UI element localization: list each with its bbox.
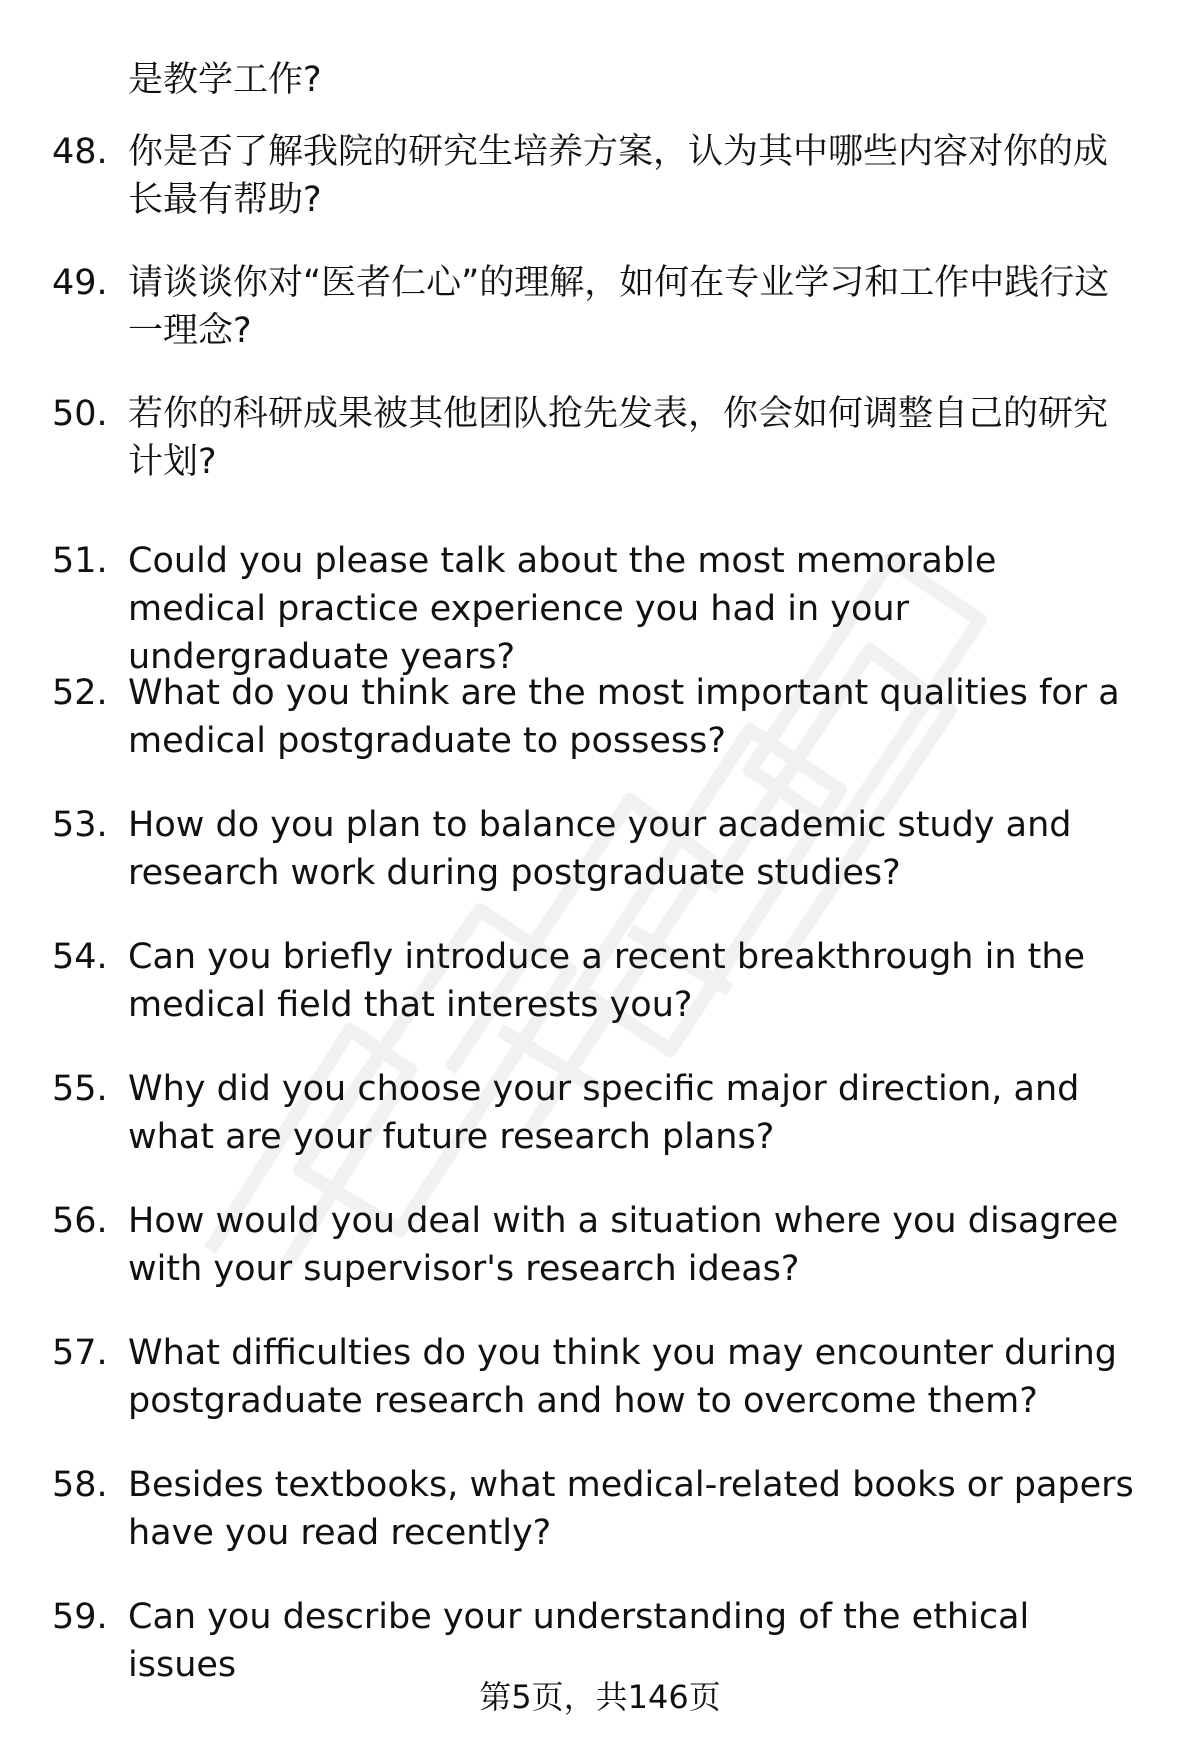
question-number: 58. [52, 1465, 108, 1505]
question-text: 请谈谈你对“医者仁心”的理解，如何在专业学习和工作中践行这一理念? [128, 263, 1110, 351]
question-number: 59. [52, 1597, 108, 1637]
question-number: 56. [52, 1201, 108, 1241]
question-text: Besides textbooks, what medical-related books or papers have you read recently? [128, 1465, 1134, 1553]
page-number-footer: 第5页，共146页 [479, 1678, 721, 1716]
continued-question-text: 是教学工作? [128, 60, 322, 100]
question-text: 若你的科研成果被其他团队抢先发表，你会如何调整自己的研究计划? [128, 394, 1109, 482]
question-text: What do you think are the most important qualities for a medical postgraduate to possess? [128, 673, 1120, 761]
question-text: How do you plan to balance your academic study and research work during postgraduate studies? [128, 805, 1072, 893]
question-text: Could you please talk about the most memorable medical practice experience you had in your undergraduate years? [128, 541, 997, 677]
question-text: How would you deal with a situation where you disagree with your supervisor's research ideas? [128, 1201, 1119, 1289]
question-text: Why did you choose your specific major direction, and what are your future research plans? [128, 1069, 1080, 1157]
question-number: 51. [52, 541, 108, 581]
question-number: 55. [52, 1069, 108, 1109]
question-number: 50. [52, 394, 108, 434]
question-number: 52. [52, 673, 108, 713]
question-number: 49. [52, 263, 108, 303]
question-text: 你是否了解我院的研究生培养方案，认为其中哪些内容对你的成长最有帮助? [128, 132, 1109, 220]
question-text: Can you describe your understanding of the ethical issues [128, 1597, 1030, 1685]
question-number: 57. [52, 1333, 108, 1373]
question-text: Can you briefly introduce a recent breakthrough in the medical field that interests you? [128, 937, 1086, 1025]
question-text: What difficulties do you think you may encounter during postgraduate research and how to overcome them? [128, 1333, 1117, 1421]
question-number: 54. [52, 937, 108, 977]
question-number: 53. [52, 805, 108, 845]
question-number: 48. [52, 132, 108, 172]
